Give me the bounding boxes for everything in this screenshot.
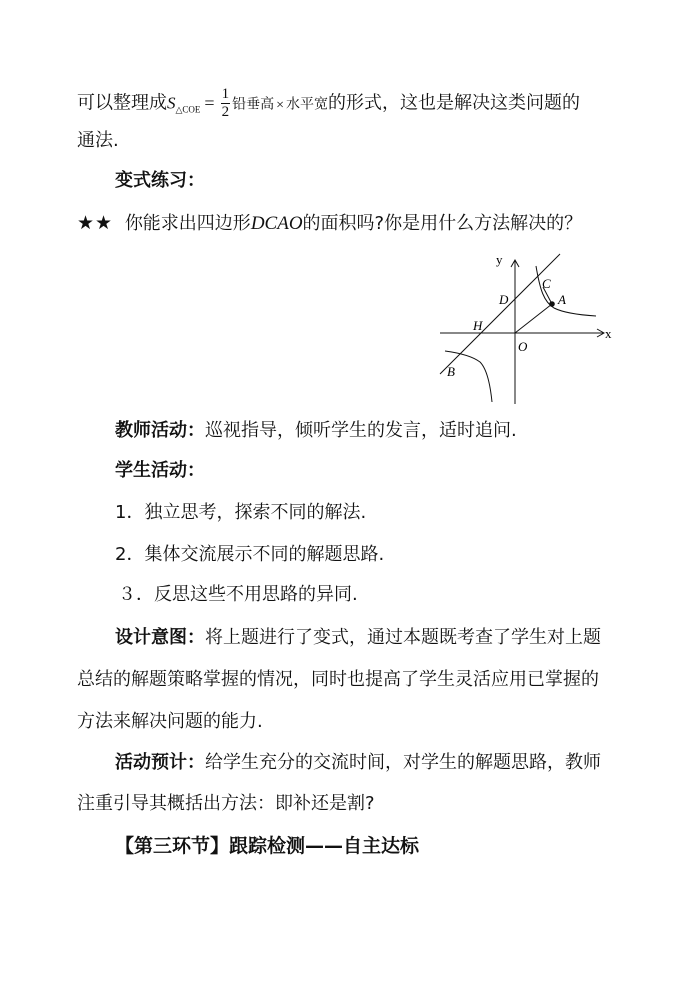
quadrilateral-name: DCAO — [250, 213, 303, 234]
question-line — [77, 212, 582, 235]
fraction-denominator: 2 — [221, 104, 230, 120]
forecast-label: 活动预计： — [115, 752, 205, 773]
question-text-before: 你能求出四边形 — [124, 213, 251, 234]
point-d-label: D — [499, 292, 509, 307]
point-b-label: B — [447, 364, 455, 379]
intro-text-after: 的形式，这也是解决这类问题的 — [327, 92, 580, 114]
design-line-1 — [115, 627, 601, 649]
question-text-after: 的面积吗?你是用什么方法解决的？ — [302, 213, 583, 234]
times-sign: × — [276, 97, 284, 113]
variant-heading: 变式练习： — [115, 170, 205, 191]
x-axis-label: x — [605, 326, 612, 341]
design-label: 设计意图： — [115, 627, 205, 648]
teacher-activity — [115, 420, 517, 442]
student-item: 2．集体交流展示不同的解题思路. — [115, 544, 385, 565]
intro-line-1 — [77, 86, 580, 121]
point-h-label: H — [473, 318, 483, 333]
forecast-line-1 — [115, 752, 601, 774]
forecast-text-1: 给学生充分的交流时间，对学生的解题思路，教师 — [205, 752, 601, 773]
intro-text-before: 可以整理成 — [77, 92, 167, 114]
coordinate-figure — [430, 250, 620, 410]
section-heading: 【第三环节】跟踪检测——自主达标 — [115, 835, 420, 857]
design-line-2: 总结的解题策略掌握的情况，同时也提高了学生灵活应用已掌握的 — [77, 669, 599, 690]
segment-oa — [515, 304, 552, 333]
line-bc — [440, 254, 560, 374]
vertical-height-term: 铅垂高 — [232, 97, 275, 113]
point-c-label: C — [542, 276, 551, 291]
intro-line-2: 通法. — [77, 130, 119, 151]
y-axis-label: y — [496, 252, 503, 267]
point-a-dot — [549, 301, 555, 307]
area-subscript: △COE — [175, 104, 201, 115]
student-item: 1．独立思考，探索不同的解法. — [115, 502, 367, 523]
teacher-label: 教师活动： — [115, 420, 205, 441]
forecast-line-2: 注重引导其概括出方法：即补还是割? — [77, 793, 375, 814]
student-item: ３．反思这些不用思路的异同. — [118, 584, 358, 605]
fraction-numerator: 1 — [221, 86, 230, 102]
origin-label: O — [518, 339, 528, 354]
area-symbol: S — [167, 93, 176, 113]
teacher-text: 巡视指导，倾听学生的发言，适时追问. — [205, 420, 517, 441]
equals-sign: = — [204, 92, 215, 113]
horizontal-width-term: 水平宽 — [285, 97, 328, 113]
design-text-1: 将上题进行了变式，通过本题既考查了学生对上题 — [205, 627, 601, 648]
fraction-one-half — [221, 86, 231, 121]
design-line-3: 方法来解决问题的能力. — [77, 711, 263, 732]
point-a-label: A — [558, 292, 566, 307]
student-label: 学生活动： — [115, 460, 205, 481]
two-star-icon: ★★ — [77, 212, 114, 234]
